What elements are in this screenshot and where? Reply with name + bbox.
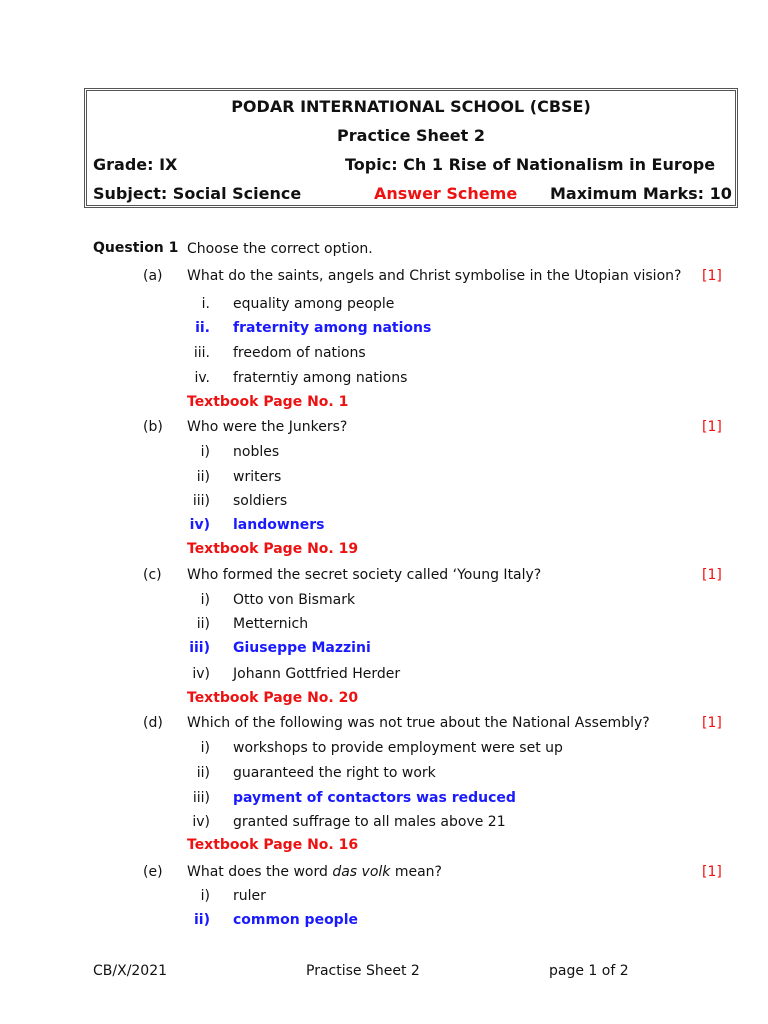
- textbook-reference: Textbook Page No. 16: [187, 837, 359, 853]
- option-number: iv): [192, 666, 210, 682]
- max-marks-label: Maximum Marks: 10: [550, 184, 732, 203]
- option-number-correct: iii): [189, 640, 210, 656]
- option-text: guaranteed the right to work: [233, 765, 436, 781]
- option-number: ii): [196, 765, 210, 781]
- option-text: Metternich: [233, 616, 309, 632]
- option-text: fraterntiy among nations: [233, 370, 408, 386]
- part-label: (d): [143, 715, 163, 731]
- term-das-volk: das volk: [332, 864, 391, 880]
- option-text: granted suffrage to all males above 21: [233, 814, 506, 830]
- marks-label: [1]: [702, 268, 722, 284]
- grade-label: Grade: IX: [93, 155, 178, 174]
- option-number: iii.: [193, 345, 210, 361]
- option-text: Otto von Bismark: [233, 592, 356, 608]
- school-name: PODAR INTERNATIONAL SCHOOL (CBSE): [231, 97, 591, 116]
- option-number: iii): [192, 790, 210, 806]
- option-number: i): [200, 444, 210, 460]
- option-number: ii): [196, 469, 210, 485]
- marks-label: [1]: [702, 864, 722, 880]
- option-text-correct: landowners: [233, 517, 325, 533]
- answer-scheme-label: Answer Scheme: [374, 184, 518, 203]
- option-text: writers: [233, 469, 282, 485]
- option-text: equality among people: [233, 296, 395, 312]
- textbook-reference: Textbook Page No. 1: [187, 394, 349, 410]
- option-number-correct: ii): [194, 912, 210, 928]
- option-text-correct: fraternity among nations: [233, 320, 432, 336]
- option-text: soldiers: [233, 493, 288, 509]
- option-number: iv.: [194, 370, 210, 386]
- option-number: i): [200, 592, 210, 608]
- footer-sheet: Practise Sheet 2: [306, 963, 420, 979]
- part-text-after: mean?: [390, 864, 442, 880]
- subject-label: Subject: Social Science: [93, 184, 302, 203]
- part-text: [187, 864, 442, 880]
- option-text: freedom of nations: [233, 345, 366, 361]
- topic-label: Topic: Ch 1 Rise of Nationalism in Europe: [345, 155, 716, 174]
- option-number: i): [200, 740, 210, 756]
- question-label: Question 1: [93, 240, 179, 256]
- option-number: ii): [196, 616, 210, 632]
- part-label: (e): [143, 864, 163, 880]
- marks-label: [1]: [702, 419, 722, 435]
- option-number: iii): [192, 493, 210, 509]
- option-text-correct: payment of contactors was reduced: [233, 790, 516, 806]
- textbook-reference: Textbook Page No. 20: [187, 690, 359, 706]
- footer-code: CB/X/2021: [93, 963, 168, 979]
- part-text: Who were the Junkers?: [187, 419, 348, 435]
- part-text: Which of the following was not true about the National Assembly?: [187, 715, 650, 731]
- marks-label: [1]: [702, 715, 722, 731]
- part-text: Who formed the secret society called ‘Young Italy?: [187, 567, 542, 583]
- question-instruction: Choose the correct option.: [187, 241, 373, 257]
- part-text-before: What does the word: [187, 864, 333, 880]
- part-label: (b): [143, 419, 163, 435]
- part-label: (a): [143, 268, 163, 284]
- part-text: What do the saints, angels and Christ symbolise in the Utopian vision?: [187, 268, 682, 284]
- option-text: ruler: [233, 888, 266, 904]
- header-box: [84, 88, 738, 208]
- sheet-title: Practice Sheet 2: [337, 126, 485, 145]
- option-text: nobles: [233, 444, 280, 460]
- option-text-correct: Giuseppe Mazzini: [233, 640, 371, 656]
- option-number-correct: ii.: [195, 320, 210, 336]
- option-number: i.: [201, 296, 210, 312]
- option-text: Johann Gottfried Herder: [233, 666, 401, 682]
- textbook-reference: Textbook Page No. 19: [187, 541, 359, 557]
- footer-page: page 1 of 2: [549, 963, 629, 979]
- part-label: (c): [143, 567, 162, 583]
- option-number-correct: iv): [189, 517, 210, 533]
- option-text-correct: common people: [233, 912, 359, 928]
- option-number: iv): [192, 814, 210, 830]
- option-text: workshops to provide employment were set up: [233, 740, 563, 756]
- option-number: i): [200, 888, 210, 904]
- marks-label: [1]: [702, 567, 722, 583]
